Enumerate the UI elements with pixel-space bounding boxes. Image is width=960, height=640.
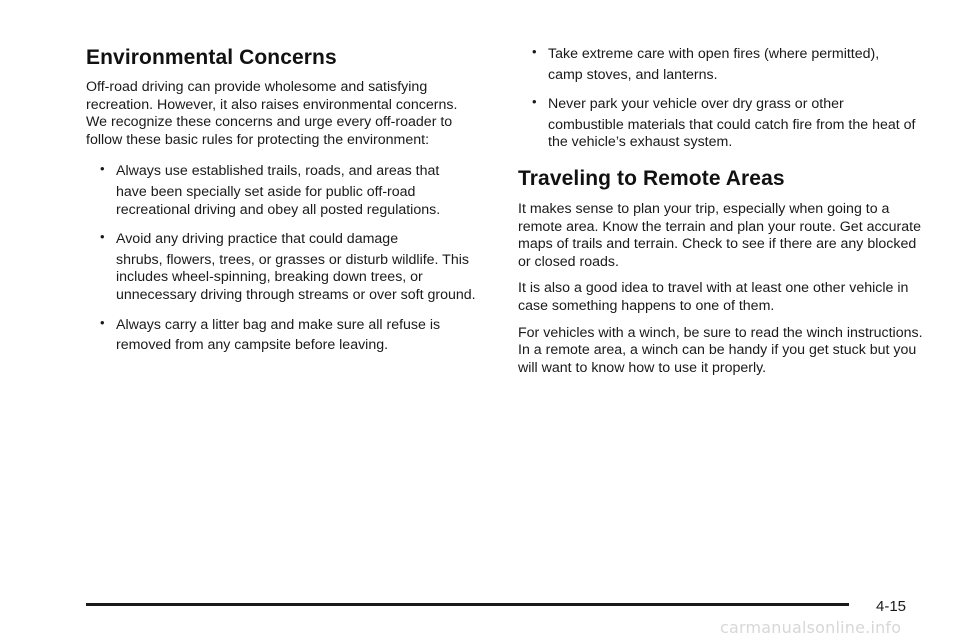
bullet-icon: •: [532, 94, 537, 110]
list-item-first-line: Avoid any driving practice that could damage: [116, 231, 399, 248]
bullet-icon: •: [100, 314, 105, 330]
list-item: [518, 46, 930, 84]
right-column: [518, 0, 930, 377]
list-item: [86, 314, 482, 355]
fire-safety-list: [518, 46, 930, 152]
list-item-first-line: Never park your vehicle over dry grass or other: [548, 96, 844, 113]
section-heading-environmental-concerns: Environmental Concerns: [86, 46, 337, 69]
paragraph-plan-trip: It makes sense to plan your trip, especially when going to a remote area. Know the terrain and plan your route. Get accurate maps of trails and terrain. Check to see if there are any blocked or closed roads.: [518, 200, 921, 270]
footer-rule: [86, 603, 849, 606]
list-item-first-line: Always carry a litter bag and make sure all refuse is: [116, 316, 441, 333]
list-item: [86, 163, 482, 219]
list-item-text: combustible materials that could catch fire from the heat of the vehicle’s exhaust system.: [548, 116, 916, 151]
page-number: 4-15: [876, 598, 907, 615]
list-item-first-line: Always use established trails, roads, and areas that: [116, 163, 440, 180]
paragraph-winch: For vehicles with a winch, be sure to read the winch instructions. In a remote area, a winch can be handy if you get stuck but you will want to know how to use it properly.: [518, 324, 923, 376]
watermark: carmanualsonline.info: [720, 618, 902, 637]
paragraph-travel-with-other-vehicle: It is also a good idea to travel with at least one other vehicle in case something happens to one of them.: [518, 280, 909, 314]
section-heading-traveling-remote-areas: Traveling to Remote Areas: [518, 166, 785, 190]
list-item-text: shrubs, flowers, trees, or grasses or disturb wildlife. This includes wheel-spinning, breaking down trees, or unnecessary driving through streams or over soft ground.: [116, 251, 476, 303]
bullet-icon: •: [100, 229, 105, 245]
list-item-first-line: Take extreme care with open fires (where permitted),: [548, 46, 880, 62]
environment-rules-list: [86, 163, 482, 354]
list-item-text: have been specially set aside for public off-road recreational driving and obey all posted regulations.: [116, 183, 441, 218]
intro-paragraph: Off-road driving can provide wholesome and satisfying recreation. However, it also raises environmental concerns. We recognize these concerns and urge every off-roader to follow these basic rules for protecting the environment:: [86, 79, 458, 148]
list-item: [86, 231, 482, 304]
bullet-icon: •: [100, 161, 105, 177]
left-column: [86, 0, 482, 355]
list-item: [518, 96, 930, 152]
list-item-text: camp stoves, and lanterns.: [548, 66, 718, 83]
bullet-icon: •: [532, 44, 537, 59]
list-item-text: removed from any campsite before leaving.: [116, 337, 389, 354]
